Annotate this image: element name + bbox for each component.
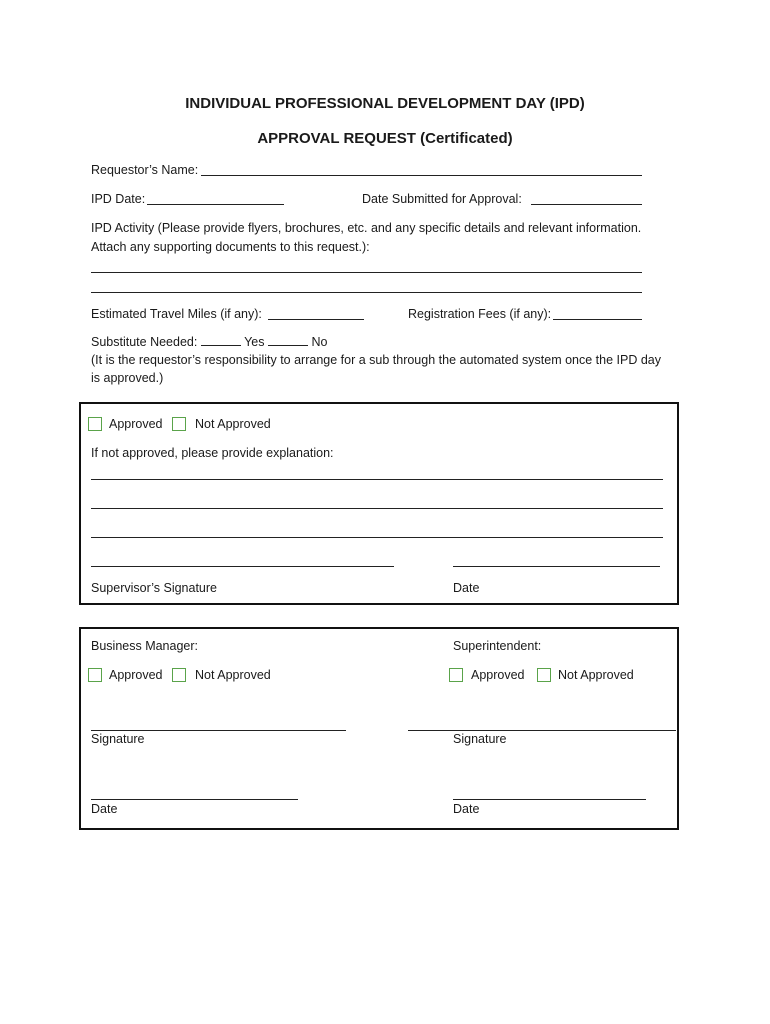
- business-manager-date-label: Date: [91, 802, 118, 816]
- registration-fees-label: Registration Fees (if any):: [408, 307, 552, 321]
- superintendent-date-label: Date: [453, 802, 480, 816]
- date-submitted-label: Date Submitted for Approval:: [362, 192, 522, 206]
- ipd-date-label: IPD Date:: [91, 192, 146, 206]
- explanation-field-line[interactable]: [91, 537, 663, 538]
- supervisor-approval-box: [79, 402, 679, 605]
- superintendent-approved-label: Approved: [471, 668, 525, 682]
- substitute-yes-label: Yes: [244, 335, 265, 349]
- supervisor-not-approved-checkbox[interactable]: [172, 417, 186, 431]
- business-manager-approved-checkbox[interactable]: [88, 668, 102, 682]
- supervisor-signature-label: Supervisor’s Signature: [91, 581, 217, 595]
- explanation-prompt: If not approved, please provide explanation:: [91, 446, 334, 460]
- substitute-note-cont: is approved.): [91, 371, 164, 385]
- supervisor-not-approved-label: Not Approved: [195, 417, 271, 431]
- supervisor-approved-label: Approved: [109, 417, 163, 431]
- registration-fees-field[interactable]: [553, 319, 642, 320]
- superintendent-not-approved-label: Not Approved: [558, 668, 634, 682]
- substitute-note: (It is the requestor’s responsibility to arrange for a sub through the automated system once the IPD day: [91, 353, 661, 367]
- substitute-yes-field[interactable]: [201, 334, 241, 346]
- superintendent-not-approved-checkbox[interactable]: [537, 668, 551, 682]
- explanation-field-line[interactable]: [91, 508, 663, 509]
- supervisor-approved-checkbox[interactable]: [88, 417, 102, 431]
- superintendent-date-field[interactable]: [453, 799, 646, 800]
- superintendent-label: Superintendent:: [453, 639, 542, 653]
- explanation-field-line[interactable]: [91, 479, 663, 480]
- supervisor-signature-field[interactable]: [91, 566, 394, 567]
- form-title: INDIVIDUAL PROFESSIONAL DEVELOPMENT DAY (IPD): [185, 95, 585, 112]
- business-manager-date-field[interactable]: [91, 799, 298, 800]
- travel-miles-label: Estimated Travel Miles (if any):: [91, 307, 262, 321]
- supervisor-date-field[interactable]: [453, 566, 660, 567]
- supervisor-date-label: Date: [453, 581, 480, 595]
- travel-miles-field[interactable]: [268, 319, 364, 320]
- superintendent-approved-checkbox[interactable]: [449, 668, 463, 682]
- requestor-name-label: Requestor’s Name:: [91, 163, 199, 177]
- ipd-activity-field-line[interactable]: [91, 292, 642, 293]
- form-subtitle: APPROVAL REQUEST (Certificated): [257, 130, 513, 147]
- business-manager-label: Business Manager:: [91, 639, 199, 653]
- requestor-name-field[interactable]: [201, 175, 642, 176]
- business-manager-approved-label: Approved: [109, 668, 163, 682]
- business-manager-not-approved-label: Not Approved: [195, 668, 271, 682]
- ipd-date-field[interactable]: [147, 204, 284, 205]
- ipd-activity-field-line[interactable]: [91, 272, 642, 273]
- business-manager-signature-label: Signature: [91, 732, 145, 746]
- substitute-no-label: No: [311, 335, 328, 349]
- ipd-activity-label: IPD Activity (Please provide flyers, brochures, etc. and any specific details and relevant information.: [91, 221, 642, 235]
- ipd-activity-instructions: Attach any supporting documents to this request.):: [91, 240, 370, 254]
- date-submitted-field[interactable]: [531, 204, 642, 205]
- substitute-needed-label: Substitute Needed: Yes No: [91, 335, 328, 349]
- business-manager-not-approved-checkbox[interactable]: [172, 668, 186, 682]
- superintendent-signature-label: Signature: [453, 732, 507, 746]
- substitute-no-field[interactable]: [268, 334, 308, 346]
- superintendent-signature-field[interactable]: [408, 730, 676, 731]
